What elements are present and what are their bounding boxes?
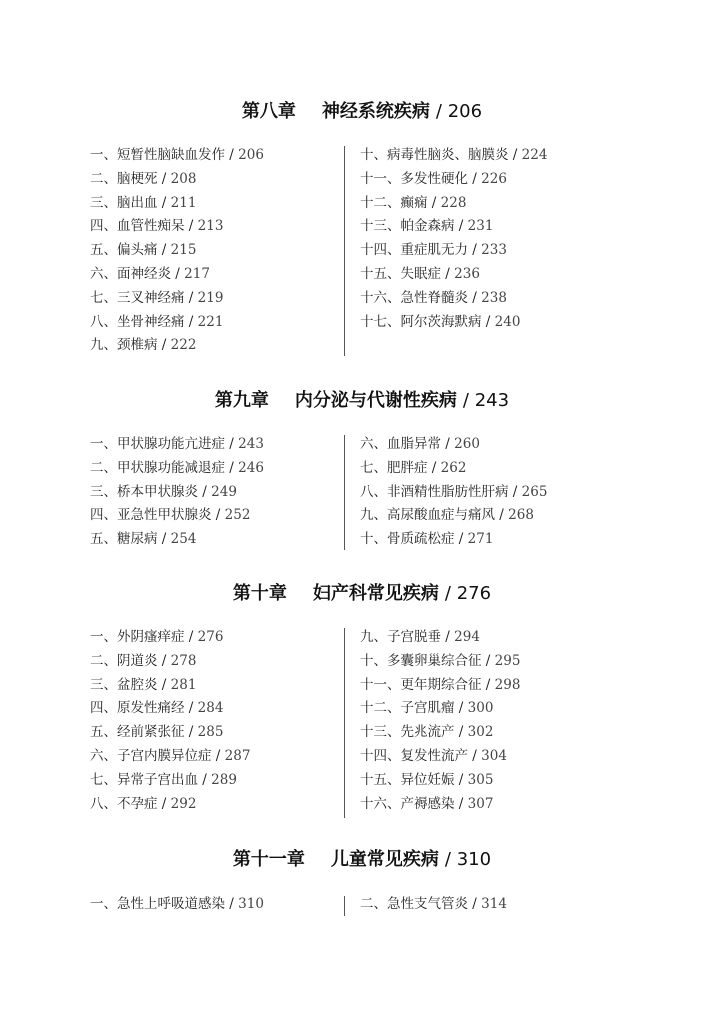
toc-entry[interactable]: 十五、失眠症 / 236 bbox=[360, 265, 480, 282]
toc-entry[interactable]: 十六、产褥感染 / 307 bbox=[360, 795, 494, 812]
chapter-page: 310 bbox=[456, 849, 492, 870]
toc-entry[interactable]: 八、不孕症 / 292 bbox=[90, 795, 197, 812]
toc-entry[interactable]: 十二、癫痫 / 228 bbox=[360, 194, 467, 211]
chapter-page: 243 bbox=[474, 390, 510, 411]
toc-entry[interactable]: 十四、复发性流产 / 304 bbox=[360, 747, 507, 764]
chapter-page: 206 bbox=[447, 101, 483, 122]
chapter-page: 276 bbox=[456, 583, 492, 604]
toc-entry[interactable]: 七、肥胖症 / 262 bbox=[360, 459, 467, 476]
toc-entry[interactable]: 九、子宫脱垂 / 294 bbox=[360, 629, 480, 645]
chapter-number: 第十章 bbox=[232, 583, 287, 604]
toc-entry[interactable]: 四、血管性痴呆 / 213 bbox=[90, 218, 224, 235]
toc-entry[interactable]: 八、非酒精性脂肪性肝病 / 265 bbox=[360, 483, 548, 500]
toc-entry[interactable]: 四、原发性痛经 / 284 bbox=[90, 700, 224, 717]
chapter-heading[interactable]: 第九章 内分泌与代谢性疾病 / 243 bbox=[214, 390, 510, 411]
left-column bbox=[90, 893, 345, 917]
toc-entry[interactable]: 二、甲状腺功能减退症 / 246 bbox=[90, 459, 264, 476]
column-divider bbox=[344, 628, 345, 818]
toc-entry[interactable]: 十二、子宫肌瘤 / 300 bbox=[360, 700, 494, 717]
chapter-title: 神经系统疾病 bbox=[321, 101, 430, 122]
toc-entry[interactable]: 二、阴道炎 / 278 bbox=[90, 652, 197, 669]
toc-entry[interactable]: 七、三叉神经痛 / 219 bbox=[90, 289, 224, 306]
column-divider bbox=[344, 896, 345, 916]
toc-entry[interactable]: 十六、急性脊髓炎 / 238 bbox=[360, 289, 507, 306]
chapter-number: 第九章 bbox=[214, 390, 269, 411]
left-column bbox=[90, 626, 345, 816]
toc-entry[interactable]: 五、经前紧张征 / 285 bbox=[90, 724, 224, 741]
toc-entry[interactable]: 十七、阿尔茨海默病 / 240 bbox=[360, 313, 521, 330]
column-divider bbox=[344, 146, 345, 356]
toc-entry[interactable]: 一、短暂性脑缺血发作 / 206 bbox=[90, 147, 264, 163]
chapter-number: 第八章 bbox=[241, 101, 296, 122]
toc-entry[interactable]: 十一、更年期综合征 / 298 bbox=[360, 676, 521, 693]
chapter-title: 内分泌与代谢性疾病 bbox=[294, 390, 457, 411]
toc-entry[interactable]: 三、脑出血 / 211 bbox=[90, 194, 197, 211]
toc-entry[interactable]: 一、甲状腺功能亢进症 / 243 bbox=[90, 436, 264, 452]
toc-entry[interactable]: 九、高尿酸血症与痛风 / 268 bbox=[360, 507, 534, 524]
chapter-title: 儿童常见疾病 bbox=[330, 849, 439, 870]
chapter-heading[interactable]: 第八章 神经系统疾病 / 206 bbox=[241, 101, 483, 122]
toc-entry[interactable]: 八、坐骨神经痛 / 221 bbox=[90, 313, 224, 330]
toc-entry[interactable]: 三、盆腔炎 / 281 bbox=[90, 676, 197, 693]
left-column bbox=[90, 433, 345, 552]
toc-entry[interactable]: 十四、重症肌无力 / 233 bbox=[360, 242, 507, 259]
toc-entry[interactable]: 九、颈椎病 / 222 bbox=[90, 337, 197, 354]
right-column bbox=[360, 893, 660, 917]
toc-entry[interactable]: 十一、多发性硬化 / 226 bbox=[360, 170, 507, 187]
toc-entry[interactable]: 六、面神经炎 / 217 bbox=[90, 265, 210, 282]
right-column bbox=[360, 144, 660, 334]
toc-entry[interactable]: 七、异常子宫出血 / 289 bbox=[90, 771, 237, 788]
toc-entry[interactable]: 十、病毒性脑炎、脑膜炎 / 224 bbox=[360, 147, 548, 163]
toc-entry[interactable]: 五、糖尿病 / 254 bbox=[90, 531, 197, 548]
toc-entry[interactable]: 十、多囊卵巢综合征 / 295 bbox=[360, 652, 521, 669]
toc-entry[interactable]: 十三、帕金森病 / 231 bbox=[360, 218, 494, 235]
toc-entry[interactable]: 五、偏头痛 / 215 bbox=[90, 242, 197, 259]
toc-entry[interactable]: 十三、先兆流产 / 302 bbox=[360, 724, 494, 741]
right-column bbox=[360, 626, 660, 816]
chapter-heading[interactable]: 第十章 妇产科常见疾病 / 276 bbox=[232, 583, 492, 604]
column-divider bbox=[344, 435, 345, 550]
chapter-heading[interactable]: 第十一章 儿童常见疾病 / 310 bbox=[232, 849, 492, 870]
toc-entry[interactable]: 三、桥本甲状腺炎 / 249 bbox=[90, 483, 237, 500]
right-column bbox=[360, 433, 660, 552]
toc-entry[interactable]: 一、外阴瘙痒症 / 276 bbox=[90, 629, 224, 645]
toc-entry[interactable]: 六、子宫内膜异位症 / 287 bbox=[90, 747, 251, 764]
chapter-title: 妇产科常见疾病 bbox=[312, 583, 439, 604]
toc-entry[interactable]: 十五、异位妊娠 / 305 bbox=[360, 771, 494, 788]
left-column bbox=[90, 144, 345, 358]
toc-entry[interactable]: 四、亚急性甲状腺炎 / 252 bbox=[90, 507, 251, 524]
chapter-number: 第十一章 bbox=[232, 849, 305, 870]
toc-entry[interactable]: 六、血脂异常 / 260 bbox=[360, 436, 480, 452]
toc-entry[interactable]: 一、急性上呼吸道感染 / 310 bbox=[90, 896, 264, 912]
toc-entry[interactable]: 十、骨质疏松症 / 271 bbox=[360, 531, 494, 548]
toc-entry[interactable]: 二、急性支气管炎 / 314 bbox=[360, 896, 507, 912]
toc-entry[interactable]: 二、脑梗死 / 208 bbox=[90, 170, 197, 187]
